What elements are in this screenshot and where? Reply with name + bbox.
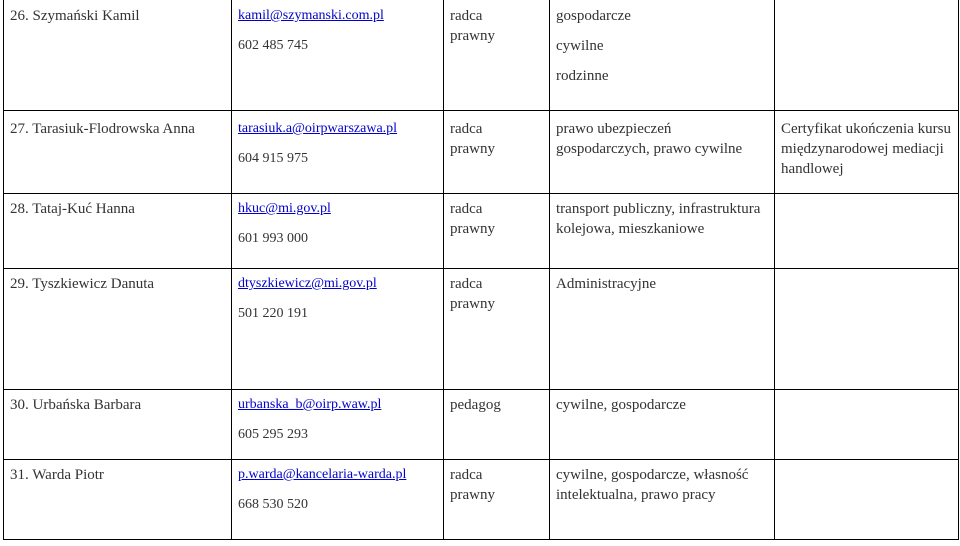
contact-cell — [232, 111, 444, 194]
certificate: Certyfikat ukończenia kursu międzynarodowej mediacji handlowej — [775, 111, 959, 194]
professional-title: radca prawny — [444, 194, 550, 269]
certificate — [775, 194, 959, 269]
contact-cell — [232, 460, 444, 540]
phone-number: 604 915 975 — [238, 151, 308, 166]
contact-cell — [232, 269, 444, 390]
professional-title: pedagog — [444, 390, 550, 460]
professional-title: radca prawny — [444, 460, 550, 540]
contact-cell — [232, 390, 444, 460]
email-link[interactable]: urbanska_b@oirp.waw.pl — [238, 397, 382, 412]
table-row — [4, 0, 959, 111]
specialization: gospodarcze cywilne rodzinne — [550, 0, 775, 111]
phone-number: 668 530 520 — [238, 497, 308, 512]
professional-title: radca prawny — [444, 269, 550, 390]
table-row — [4, 111, 959, 194]
person-name: 27. Tarasiuk-Flodrowska Anna — [4, 111, 232, 194]
table-row — [4, 460, 959, 540]
specialization: prawo ubezpieczeń gospodarczych, prawo cywilne — [550, 111, 775, 194]
certificate — [775, 0, 959, 111]
phone-number: 601 993 000 — [238, 231, 308, 246]
person-name: 31. Warda Piotr — [4, 460, 232, 540]
table-row — [4, 194, 959, 269]
email-link[interactable]: dtyszkiewicz@mi.gov.pl — [238, 276, 377, 291]
lawyers-table — [3, 0, 959, 540]
email-link[interactable]: tarasiuk.a@oirpwarszawa.pl — [238, 121, 398, 136]
professional-title: radca prawny — [444, 111, 550, 194]
phone-number: 602 485 745 — [238, 38, 308, 53]
email-link[interactable]: hkuc@mi.gov.pl — [238, 201, 331, 216]
professional-title: radca prawny — [444, 0, 550, 111]
certificate — [775, 390, 959, 460]
person-name: 29. Tyszkiewicz Danuta — [4, 269, 232, 390]
specialization: transport publiczny, infrastruktura kolejowa, mieszkaniowe — [550, 194, 775, 269]
email-link[interactable]: kamil@szymanski.com.pl — [238, 8, 384, 23]
specialization: Administracyjne — [550, 269, 775, 390]
table-row — [4, 390, 959, 460]
person-name: 30. Urbańska Barbara — [4, 390, 232, 460]
contact-cell — [232, 194, 444, 269]
person-name: 28. Tataj-Kuć Hanna — [4, 194, 232, 269]
contact-cell — [232, 0, 444, 111]
table-row — [4, 269, 959, 390]
certificate — [775, 269, 959, 390]
specialization: cywilne, gospodarcze, własność intelektualna, prawo pracy — [550, 460, 775, 540]
person-name: 26. Szymański Kamil — [4, 0, 232, 111]
certificate — [775, 460, 959, 540]
specialization: cywilne, gospodarcze — [550, 390, 775, 460]
phone-number: 605 295 293 — [238, 427, 308, 442]
email-link[interactable]: p.warda@kancelaria-warda.pl — [238, 467, 407, 482]
phone-number: 501 220 191 — [238, 306, 308, 321]
